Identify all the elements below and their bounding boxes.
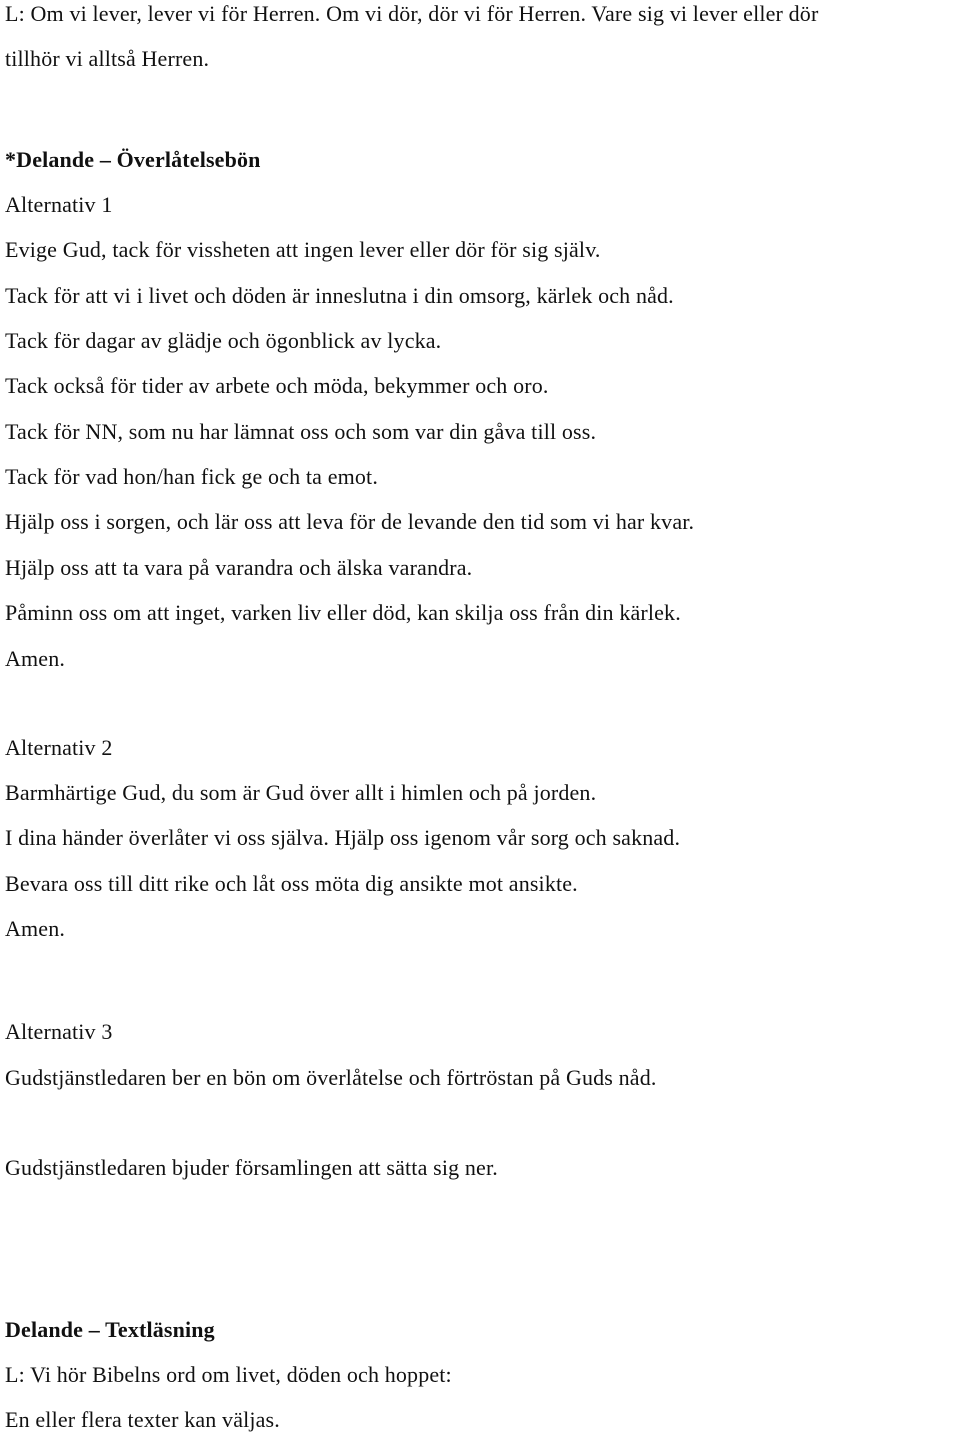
alternative-1-label: Alternativ 1 bbox=[5, 192, 113, 217]
alt1-line: Tack för att vi i livet och döden är inneslutna i din omsorg, kärlek och nåd. bbox=[5, 283, 674, 308]
alt1-line: Tack också för tider av arbete och möda, bekymmer och oro. bbox=[5, 373, 549, 398]
alt2-line: I dina händer överlåter vi oss själva. Hjälp oss igenom vår sorg och saknad. bbox=[5, 825, 681, 850]
alt1-line: Tack för vad hon/han fick ge och ta emot. bbox=[5, 464, 378, 489]
section-heading-overlatelsebon: *Delande – Överlåtelsebön bbox=[5, 147, 261, 172]
alt2-line: Barmhärtige Gud, du som är Gud över allt i himlen och på jorden. bbox=[5, 780, 597, 805]
instruction-sit-down: Gudstjänstledaren bjuder församlingen att sätta sig ner. bbox=[5, 1155, 498, 1180]
alt1-line: Hjälp oss i sorgen, och lär oss att leva för de levande den tid som vi har kvar. bbox=[5, 509, 695, 534]
alt1-line: Tack för dagar av glädje och ögonblick av lycka. bbox=[5, 328, 442, 353]
alt2-line: Bevara oss till ditt rike och låt oss möta dig ansikte mot ansikte. bbox=[5, 871, 578, 896]
alt2-amen: Amen. bbox=[5, 916, 66, 941]
alt1-amen: Amen. bbox=[5, 646, 66, 671]
textlasning-line-2: En eller flera texter kan väljas. bbox=[5, 1407, 280, 1432]
alt1-line: Påminn oss om att inget, varken liv eller död, kan skilja oss från din kärlek. bbox=[5, 600, 681, 625]
alternative-3-label: Alternativ 3 bbox=[5, 1019, 113, 1044]
alt1-line: Evige Gud, tack för vissheten att ingen lever eller dör för sig själv. bbox=[5, 237, 601, 262]
intro-line-2: tillhör vi alltså Herren. bbox=[5, 46, 210, 71]
alternative-2-label: Alternativ 2 bbox=[5, 735, 113, 760]
section-heading-textlasning: Delande – Textläsning bbox=[5, 1317, 215, 1342]
alt3-line: Gudstjänstledaren ber en bön om överlåtelse och förtröstan på Guds nåd. bbox=[5, 1065, 657, 1090]
intro-line-1: L: Om vi lever, lever vi för Herren. Om vi dör, dör vi för Herren. Vare sig vi lever eller dör bbox=[5, 1, 819, 26]
alt1-line: Tack för NN, som nu har lämnat oss och som var din gåva till oss. bbox=[5, 419, 597, 444]
textlasning-line-1: L: Vi hör Bibelns ord om livet, döden och hoppet: bbox=[5, 1362, 452, 1387]
alt1-line: Hjälp oss att ta vara på varandra och älska varandra. bbox=[5, 555, 473, 580]
